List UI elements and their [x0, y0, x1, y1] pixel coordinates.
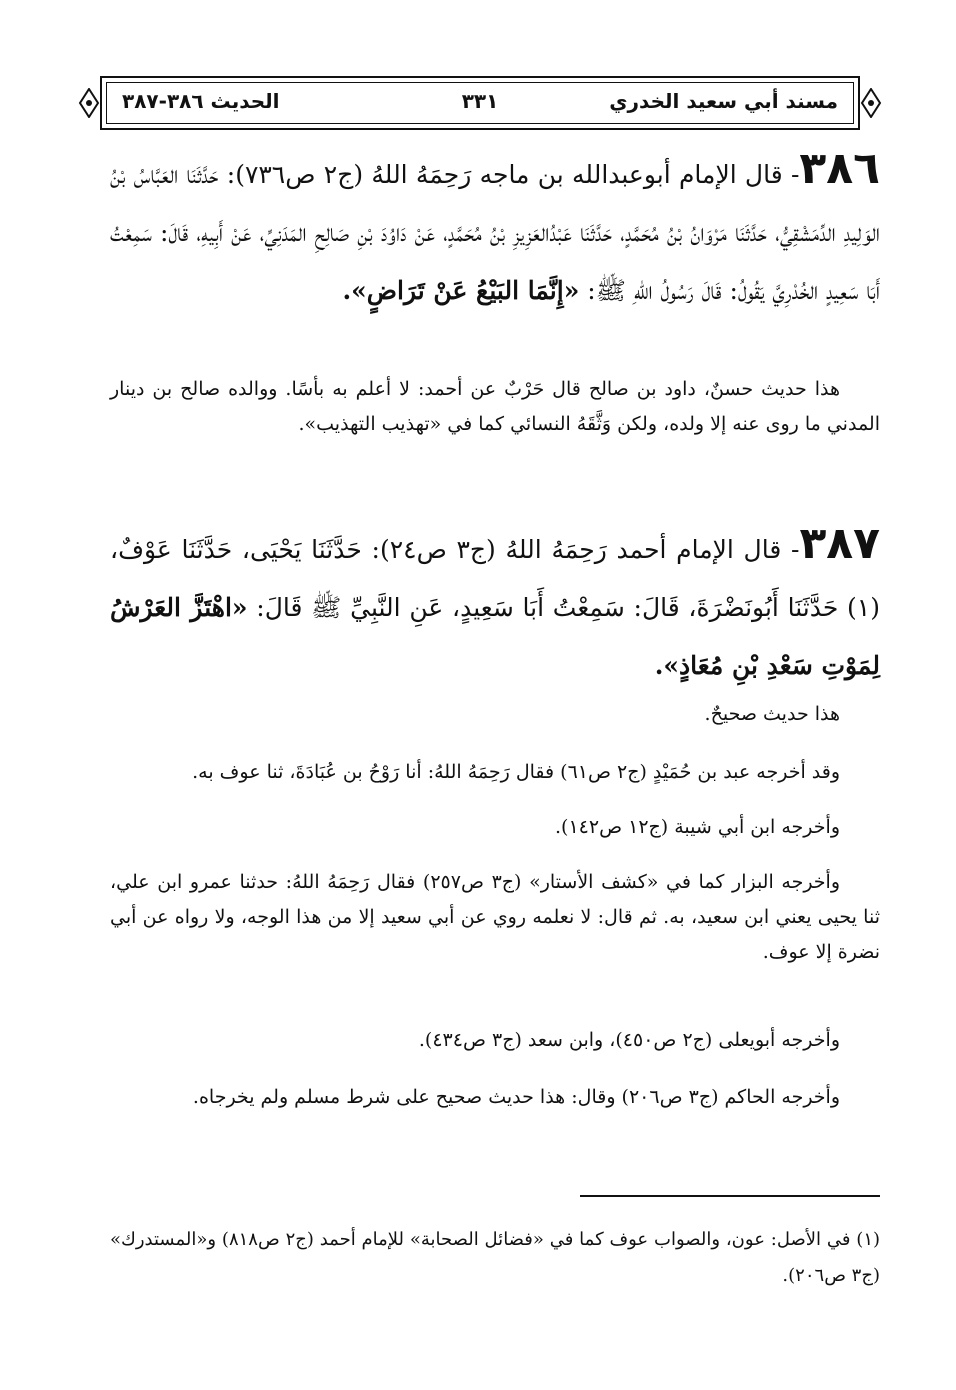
commentary-387-grade: هذا حديث صحيحٌ.	[704, 703, 840, 725]
footnote-divider	[580, 1195, 880, 1197]
commentary-387-source: وأخرجه أبويعلى (ج٢ ص٤٥٠)، وابن سعد (ج٣ ص٤٣٤).	[418, 1029, 840, 1051]
hadith-quote: «إِنَّمَا البَيْعُ عَنْ تَرَاضٍ».	[342, 276, 580, 305]
footnote: (١) في الأصل: عون، والصواب عوف كما في «فضائل الصحابة» للإمام أحمد (ج٢ ص٨١٨) و«المستدرك» (ج٣ ص٢٠٦).	[110, 1229, 881, 1286]
hadith-387	[110, 515, 880, 695]
commentary-387-source: وقد أخرجه عبد بن حُمَيْدٍ (ج٢ ص٦١) فقال رَحِمَهُ اللهُ: أنا رَوْحُ بن عُبَادَةَ، ثنا عوف به.	[192, 761, 840, 783]
hadith-range: الحديث ٣٨٦-٣٨٧	[122, 89, 280, 113]
book-title: مسند أبي سعيد الخدري	[609, 89, 838, 113]
hadith-number: ٣٨٦	[799, 143, 880, 194]
commentary-387-source: وأخرجه البزار كما في «كشف الأستار» (ج٣ ص٢٥٧) فقال رَحِمَهُ اللهُ: حدثنا عمرو ابن علي، ثنا يحيى يعني ابن سعيد، به. ثم قال: لا نعلمه روي عن أبي سعيد إلا من هذا الوجه، ولا رواه عن أبي نضرة إلا عوف.	[110, 871, 880, 963]
hadith-number: ٣٨٧	[799, 518, 881, 569]
hadith-386	[110, 140, 880, 320]
commentary-387-source: وأخرجه ابن أبي شيبة (ج١٢ ص١٤٢).	[555, 816, 840, 838]
hadith-text: - قال الإمام أحمد رَحِمَهُ اللهُ (ج٣ ص٢٤): حَدَّثَنَا يَحْيَى، حَدَّثَنَا عَوْفٌ، (١) حَدَّثَنَا أَبُونَضْرَةَ، قَالَ: سَمِعْتُ أَبَا سَعِيدٍ، عَنِ النَّبِيِّ ﷺ قَالَ:	[110, 535, 880, 622]
commentary-386: هذا حديث حسنٌ، داود بن صالح قال حَرْبٌ عن أحمد: لا أعلم به بأسًا. ووالده صالح بن دينار المدني ما روى عنه إلا ولده، ولكن وَثَّقَهُ النسائي كما في «تهذيب التهذيب».	[110, 378, 880, 435]
page-number: ٣٣١	[461, 89, 499, 113]
commentary-387-source: وأخرجه الحاكم (ج٣ ص٢٠٦) وقال: هذا حديث صحيح على شرط مسلم ولم يخرجاه.	[192, 1086, 840, 1108]
page-header	[80, 76, 880, 130]
hadith-quote: «اهْتَزَّ العَرْشُ لِمَوْتِ سَعْدِ بْنِ مُعَاذٍ».	[110, 593, 880, 680]
hadith-text: - قال الإمام أبوعبدالله بن ماجه رَحِمَهُ اللهُ (ج٢ ص٧٣٦): حَدَّثَنَا العَبَّاسُ بْنُ الوَلِيدِ الدِّمَشْقِيُّ، حَدَّثَنَا مَرْوَانُ بْنُ مُحَمَّدٍ، حَدَّثَنَا عَبْدُالعَزِيزِ بْنُ مُحَمَّدٍ، عَنْ دَاوُدَ بْنِ صَالِحِ المَدَنِيِّ، عَنْ أَبِيهِ، قَالَ: سَمِعْتُ أَبَا سَعِيدٍ الخُدْرِيَّ يَقُولُ: قَالَ رَسُولُ اللهِ ﷺ:	[110, 160, 880, 305]
